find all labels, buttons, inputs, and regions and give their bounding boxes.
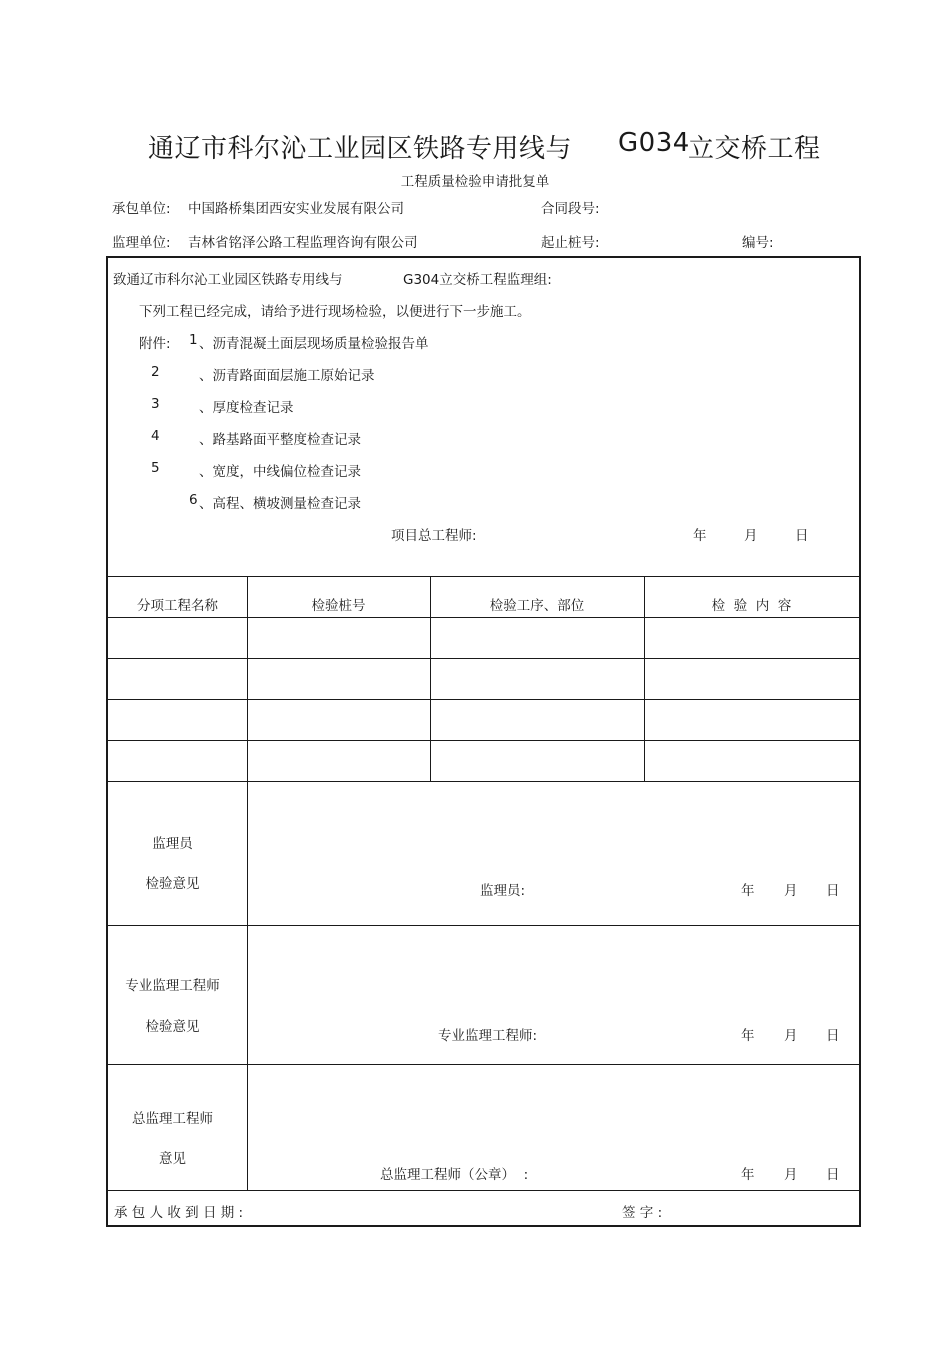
- opinion-rule: [108, 925, 859, 926]
- table-cell[interactable]: [644, 740, 859, 781]
- table-cell[interactable]: [430, 740, 644, 781]
- date-day: 日: [826, 1028, 840, 1044]
- table-cell[interactable]: [430, 617, 644, 658]
- col-header-process: 检验工序、部位: [489, 598, 585, 614]
- date-day: 日: [826, 1167, 840, 1183]
- supervisor-label: 监理单位:: [112, 235, 171, 251]
- contractor-label: 承包单位:: [112, 201, 171, 217]
- table-cell[interactable]: [430, 658, 644, 699]
- inspector-sign-label: 监理员:: [480, 883, 526, 899]
- chief-label-line1: 总监理工程师: [132, 1111, 213, 1127]
- date-day: 日: [826, 883, 840, 899]
- form-frame: [106, 256, 861, 1227]
- table-cell[interactable]: [247, 699, 430, 740]
- date-year: 年: [693, 528, 707, 544]
- attachment-3-num: 3: [151, 396, 160, 412]
- col-header-station: 检验桩号: [311, 598, 366, 614]
- col-header-item-name: 分项工程名称: [137, 598, 218, 614]
- number-label: 编号:: [742, 235, 774, 251]
- table-bottom-rule: [108, 781, 859, 782]
- receive-date-label: 承 包 人 收 到 日 期 :: [114, 1205, 244, 1221]
- opinion-rule: [108, 1064, 859, 1065]
- date-year: 年: [741, 883, 755, 899]
- document-subtitle: 工程质量检验申请批复单: [400, 174, 550, 190]
- table-cell[interactable]: [247, 617, 430, 658]
- chief-sign-label: 总监理工程师（公章） :: [380, 1167, 529, 1183]
- document-title-code: G034: [618, 128, 690, 158]
- date-month: 月: [784, 1167, 798, 1183]
- attachment-4-text: 、路基路面平整度检查记录: [199, 432, 361, 448]
- document-title-suffix: 立交桥工程: [688, 134, 821, 164]
- attachment-5-num: 5: [151, 460, 160, 476]
- table-cell[interactable]: [644, 699, 859, 740]
- inspector-label-line2: 检验意见: [145, 876, 200, 892]
- attachment-label: 附件:: [139, 336, 171, 352]
- table-cell[interactable]: [247, 658, 430, 699]
- supervisor-value: 吉林省铭泽公路工程监理咨询有限公司: [188, 235, 418, 251]
- contractor-value: 中国路桥集团西安实业发展有限公司: [188, 201, 404, 217]
- table-top-rule: [108, 576, 859, 577]
- attachment-2-text: 、沥青路面面层施工原始记录: [199, 368, 375, 384]
- table-cell[interactable]: [644, 617, 859, 658]
- col-header-content: 检 验 内 容: [711, 598, 792, 614]
- project-engineer-label: 项目总工程师:: [391, 528, 477, 544]
- footer-rule: [108, 1190, 859, 1191]
- attachment-1-text: 、沥青混凝土面层现场质量检验报告单: [199, 336, 429, 352]
- attachment-6-num: 6: [189, 492, 198, 508]
- attachment-4-num: 4: [151, 428, 160, 444]
- contract-section-label: 合同段号:: [541, 201, 600, 217]
- date-month: 月: [784, 1028, 798, 1044]
- attachment-5-text: 、宽度，中线偏位检查记录: [199, 464, 361, 480]
- table-cell[interactable]: [108, 699, 247, 740]
- station-range-label: 起止桩号:: [541, 235, 600, 251]
- attachment-1-num: 1: [189, 332, 198, 348]
- date-day: 日: [795, 528, 809, 544]
- request-body: 下列工程已经完成，请给予进行现场检验，以便进行下一步施工。: [139, 304, 531, 320]
- inspector-label-line1: 监理员: [152, 836, 193, 852]
- document-title: 通辽市科尔沁工业园区铁路专用线与: [148, 134, 573, 164]
- table-cell[interactable]: [108, 658, 247, 699]
- date-year: 年: [741, 1167, 755, 1183]
- date-month: 月: [784, 883, 798, 899]
- date-month: 月: [744, 528, 758, 544]
- signature-label: 签 字 :: [622, 1205, 663, 1221]
- attachment-3-text: 、厚度检查记录: [199, 400, 294, 416]
- chief-label-line2: 意见: [159, 1151, 186, 1167]
- specialist-label-line2: 检验意见: [145, 1019, 200, 1035]
- specialist-label-line1: 专业监理工程师: [125, 978, 220, 994]
- date-year: 年: [741, 1028, 755, 1044]
- table-cell[interactable]: [247, 740, 430, 781]
- table-cell[interactable]: [644, 658, 859, 699]
- addressee-suffix: G304立交桥工程监理组:: [403, 272, 552, 288]
- attachment-6-text: 、高程、横坡测量检查记录: [199, 496, 361, 512]
- table-cell[interactable]: [430, 699, 644, 740]
- attachment-2-num: 2: [151, 364, 160, 380]
- table-cell[interactable]: [108, 617, 247, 658]
- opinion-col-rule: [247, 781, 248, 1190]
- addressee: 致通辽市科尔沁工业园区铁路专用线与: [113, 272, 343, 288]
- table-cell[interactable]: [108, 740, 247, 781]
- specialist-sign-label: 专业监理工程师:: [438, 1028, 538, 1044]
